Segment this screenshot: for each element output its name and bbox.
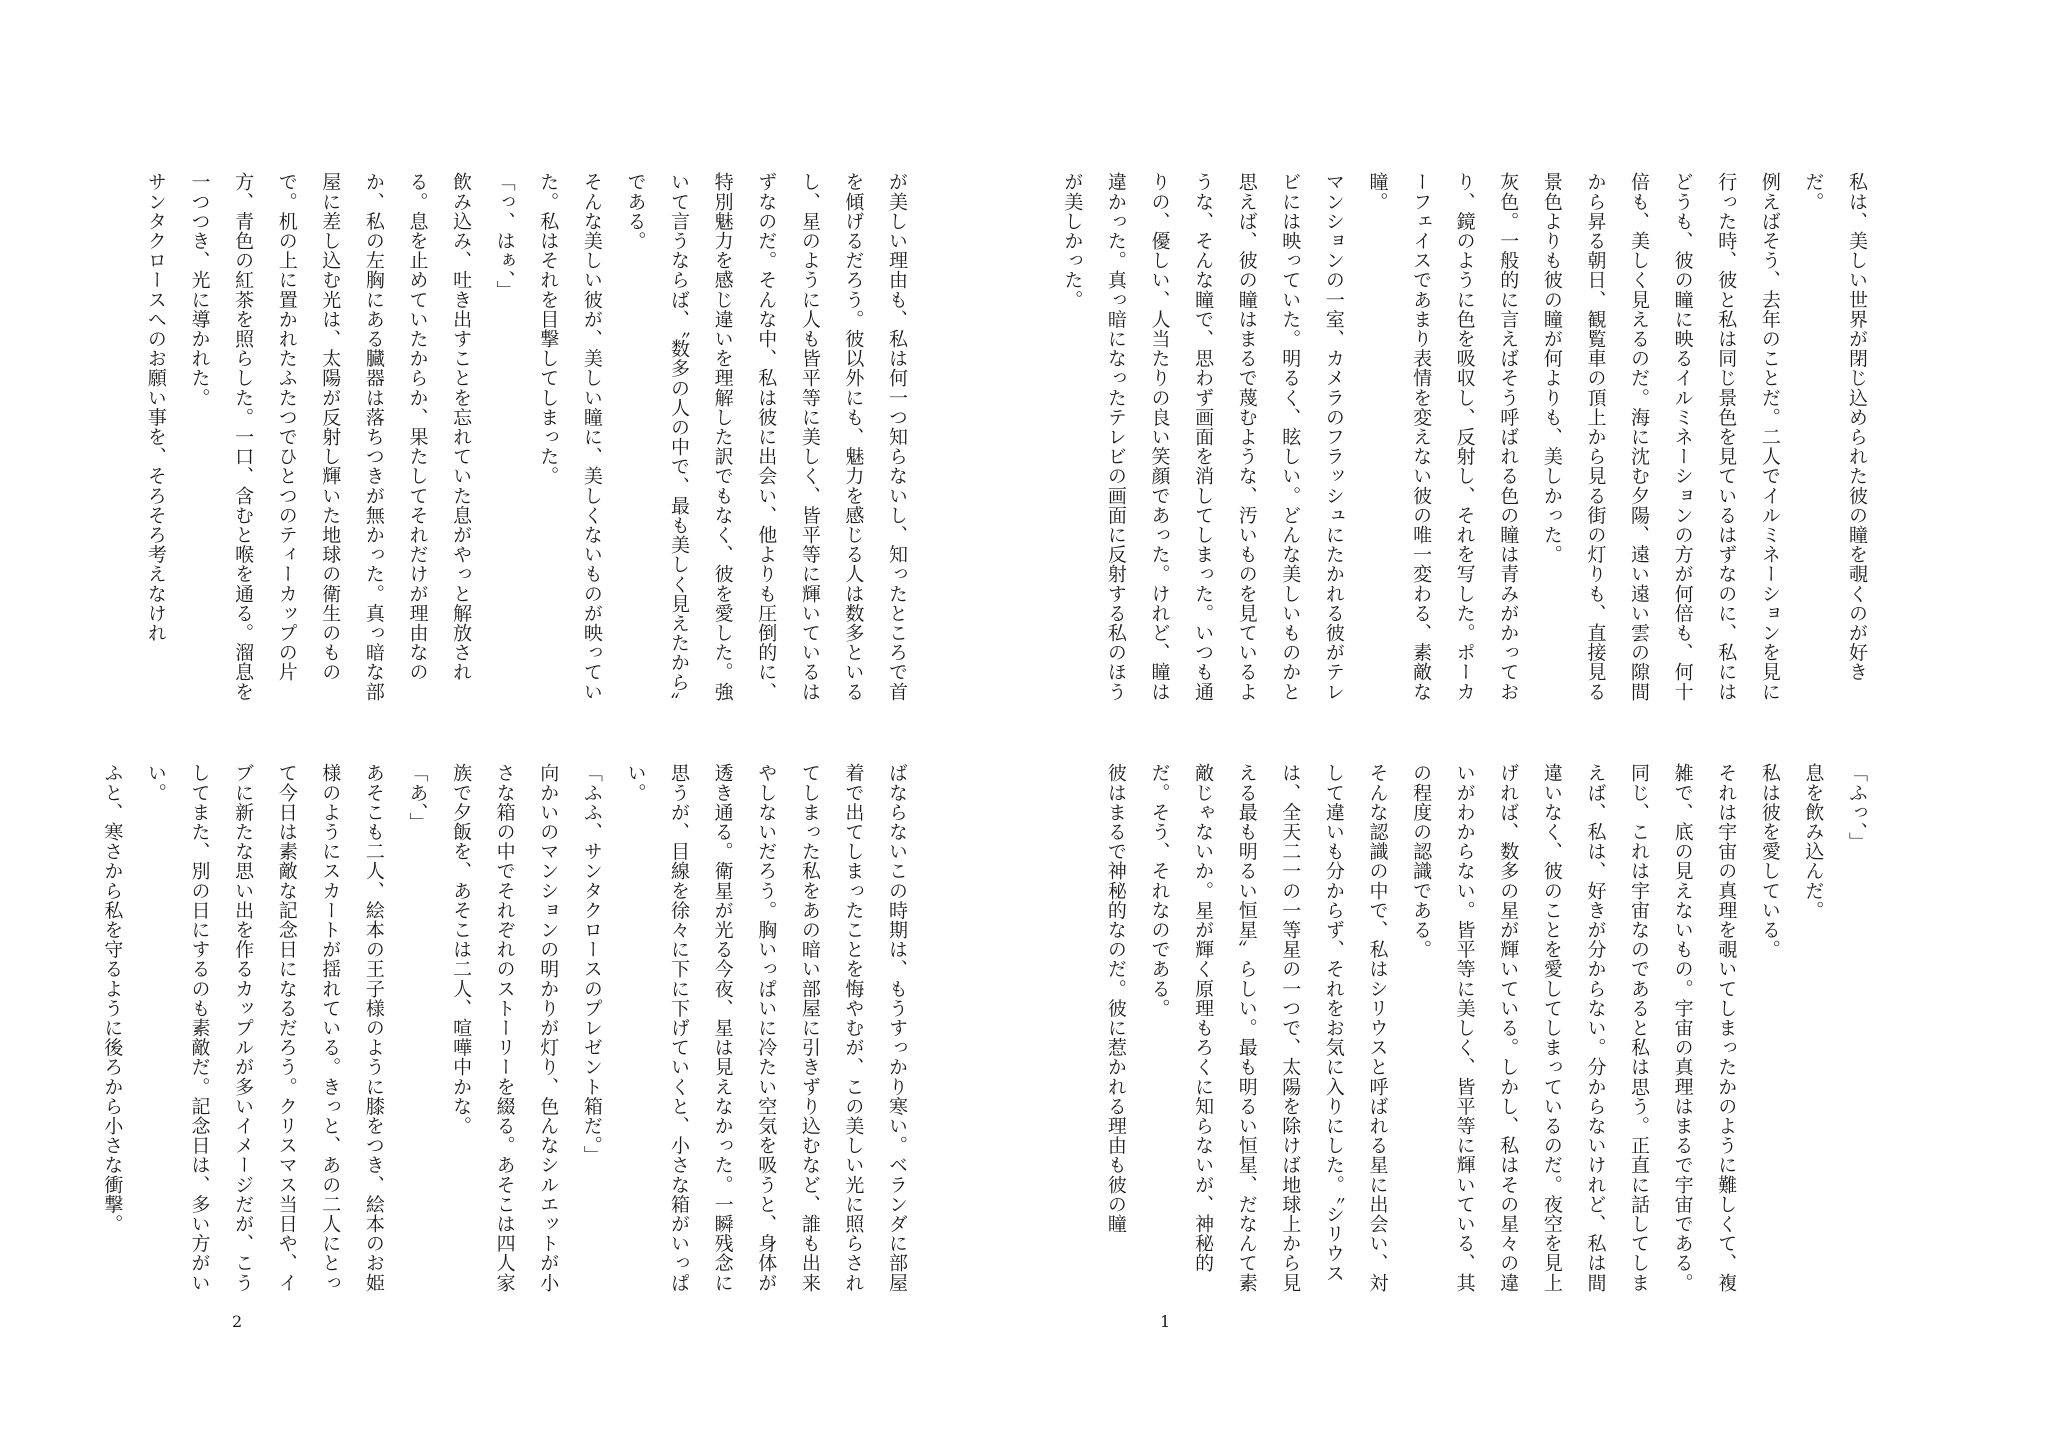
- left-page-upper-text: [98, 172, 918, 712]
- right-page-upper-text: [1061, 172, 1878, 712]
- paragraph: 向かいのマンションの明かりが灯り、色んなシルエットが小さな箱の中でそれぞれのストーリーを綴る。あそこは四人家族で夕飯を、あそこは二人、喧嘩中かな。: [450, 763, 560, 1293]
- paragraph: 私は彼を愛している。: [1758, 763, 1781, 959]
- right-page-lower-text: [1104, 763, 1878, 1303]
- paragraph: が美しい理由も、私は何一つ知らないし、知ったところで首を傾げるだろう。彼以外にも、魅力を感じる人は数多といるし、星のように人も皆平等に美しく、皆平等に輝いているはずなのだ。そんな中、私は彼に出会い、他よりも圧倒的に、特別魅力を感じ違いを理解した訳でもなく、彼を愛した。強いて言うならば、〝数多の人の中で、最も美しく見えたから〟である。: [624, 172, 908, 712]
- paragraph: 「ふふ、サンタクロースのプレゼント箱だ。」: [580, 763, 603, 1166]
- paragraph: 私は、美しい世界が閉じ込められた彼の瞳を覗くのが好きだ。: [1802, 172, 1868, 682]
- paragraph: マンションの一室、カメラのフラッシュにたかれる彼がテレビには映っていた。明るく、眩しい。どんな美しいものかと思えば、彼の瞳はまるで蔑むような、汚いものを見ているような、そんな瞳で、思わず画面を消してしまった。いつも通りの、優しい、人当たりの良い笑顔であった。けれど、瞳は違かった。真っ暗になったテレビの画面に反射する私のほうが美しかった。: [1061, 172, 1345, 702]
- paragraph: 灰色。一般的に言えばそう呼ばれる色の瞳は青みがかっており、鏡のように色を吸収し、反射し、それを写した。ポーカーフェイスであまり表情を変えない彼の唯一変わる、素敵な瞳。: [1366, 172, 1520, 702]
- left-page-lower-text: [98, 763, 918, 1303]
- paragraph: 「ふっ、」: [1846, 763, 1868, 852]
- paragraph: そんな認識の中で、私はシリウスと呼ばれる星に出会い、対して違いも分からず、それをお気に入りにした。〝シリウスは、全天二一の一等星の一つで、太陽を除けば地球上から見える最も明るい恒星〟らしい。最も明るい恒星、だなんて素敵じゃないか。星が輝く原理もろくに知らないが、神秘的だ。そう、それなのである。: [1148, 763, 1389, 1293]
- paragraph: そんな美しい彼が、美しい瞳に、美しくないものが映っていた。私はそれを目撃してしまった。: [537, 172, 603, 702]
- paragraph: 例えばそう、去年のことだ。二人でイルミネーションを見に行った時、彼と私は同じ景色を見ているはずなのに、私にはどうも、彼の瞳に映るイルミネーションの方が何倍も、何十倍も、美しく見えるのだ。海に沈む夕陽、遠い遠い雲の隙間から昇る朝日、観覧車の頂上から見る街の灯りも、直接見る景色よりも彼の瞳が何よりも、美しかった。: [1540, 172, 1781, 702]
- paragraph: 「っ、はぁ、」: [493, 172, 516, 300]
- paragraph: あそこも二人、絵本の王子様のように膝をつき、絵本のお姫様のようにスカートが揺れている。きっと、あの二人にとって今日は素敵な記念日になるだろう。クリスマス当日や、イブに新たな思い出を作るカップルが多いイメージだが、こうしてまた、別の日にするのも素敵だ。記念日は、多い方がいい。: [144, 763, 385, 1293]
- paragraph: 「あ、」: [406, 763, 429, 832]
- paragraph: ふと、寒さから私を守るように後ろから小さな衝撃。: [101, 763, 124, 1234]
- page-right: [1024, 0, 2048, 1451]
- paragraph: 彼はまるで神秘的なのだ。彼に惹かれる理由も彼の瞳: [1104, 763, 1127, 1234]
- paragraph: 息を飲み込んだ。: [1802, 763, 1825, 920]
- page-number: 1: [1160, 1312, 1171, 1331]
- paragraph: 飲み込み、吐き出すことを忘れていた息がやっと解放される。息を止めていたからか、果たしてそれだけが理由なのか、私の左胸にある臓器は落ちつきが無かった。真っ暗な部屋に差し込む光は、太陽が反射し輝いた地球の衛生のもので。机の上に置かれたふたつでひとつのティーカップの片方、青色の紅茶を照らした。一口、含むと喉を通る。溜息を一つつき、光に導かれた。: [188, 172, 473, 702]
- paragraph: それは宇宙の真理を覗いてしまったかのように難しくて、複雑で、底の見えないもの。宇宙の真理はまるで宇宙である。同じ、これは宇宙なのであると私は思う。正直に話してしまえば、私は、好きが分からない。分からないけれど、私は間違いなく、彼のことを愛してしまっているのだ。夜空を見上げれば、数多の星が輝いている。しかし、私はその星々の違いがわからない。皆平等に美しく、皆平等に輝いている、其の程度の認識である。: [1410, 763, 1738, 1293]
- paragraph: サンタクロースへのお願い事を、そろそろ考えなけれ: [144, 172, 167, 643]
- page-number: 2: [232, 1312, 243, 1331]
- paragraph: ばならないこの時期は、もうすっかり寒い。ベランダに部屋着で出てしまったことを悔やむが、この美しい光に照らされてしまった私をあの暗い部屋に引きずり込むなど、誰も出来やしないだろう。胸いっぱいに冷たい空気を吸うと、身体が透き通る。衛星が光る今夜、星は見えなかった。一瞬残念に思うが、目線を徐々に下に下げていくと、小さな箱がいっぱい。: [624, 763, 908, 1293]
